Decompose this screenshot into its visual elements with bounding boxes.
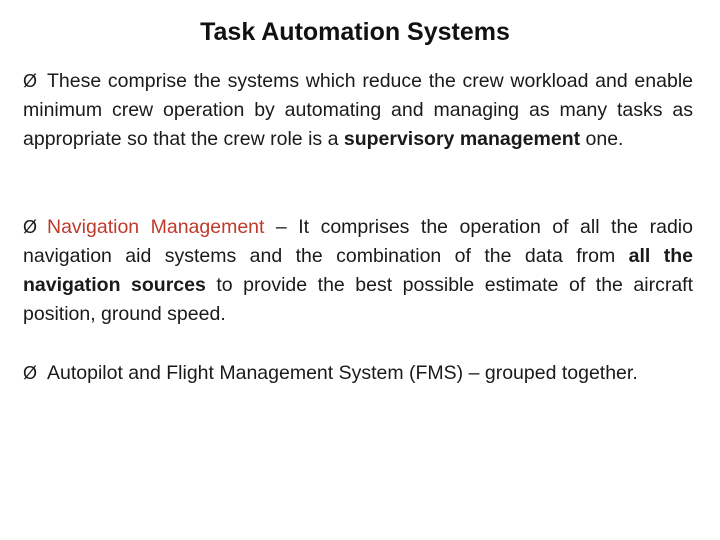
- slide-title: Task Automation Systems: [200, 18, 510, 46]
- arrow-bullet-icon: Ø: [23, 71, 38, 91]
- bullet-text: to provide the best possible estimate of the aircraft position, ground speed.: [23, 274, 694, 325]
- bullet-bold-text: supervisory management: [343, 128, 581, 150]
- bullet-bold-text: all the navigation sources: [23, 245, 693, 296]
- bullet-item-1: [23, 67, 693, 154]
- arrow-bullet-icon: Ø: [23, 217, 38, 237]
- bullet-text: Autopilot and Flight Management System (FMS) – grouped together.: [47, 362, 638, 384]
- bullet-text: – It comprises the operation of all the radio navigation aid systems and the combination of the data from: [23, 216, 693, 267]
- bullet-text: These comprise the systems which reduce the crew workload and enable minimum crew operation by automating and managing as many tasks as appropriate so that the crew role is a: [23, 70, 693, 150]
- arrow-bullet-icon: Ø: [23, 363, 38, 383]
- bullet-highlight-text: Navigation Management: [47, 216, 265, 238]
- bullet-item-2: [23, 213, 693, 329]
- bullet-item-3: [23, 359, 693, 388]
- bullet-text: one.: [580, 128, 624, 150]
